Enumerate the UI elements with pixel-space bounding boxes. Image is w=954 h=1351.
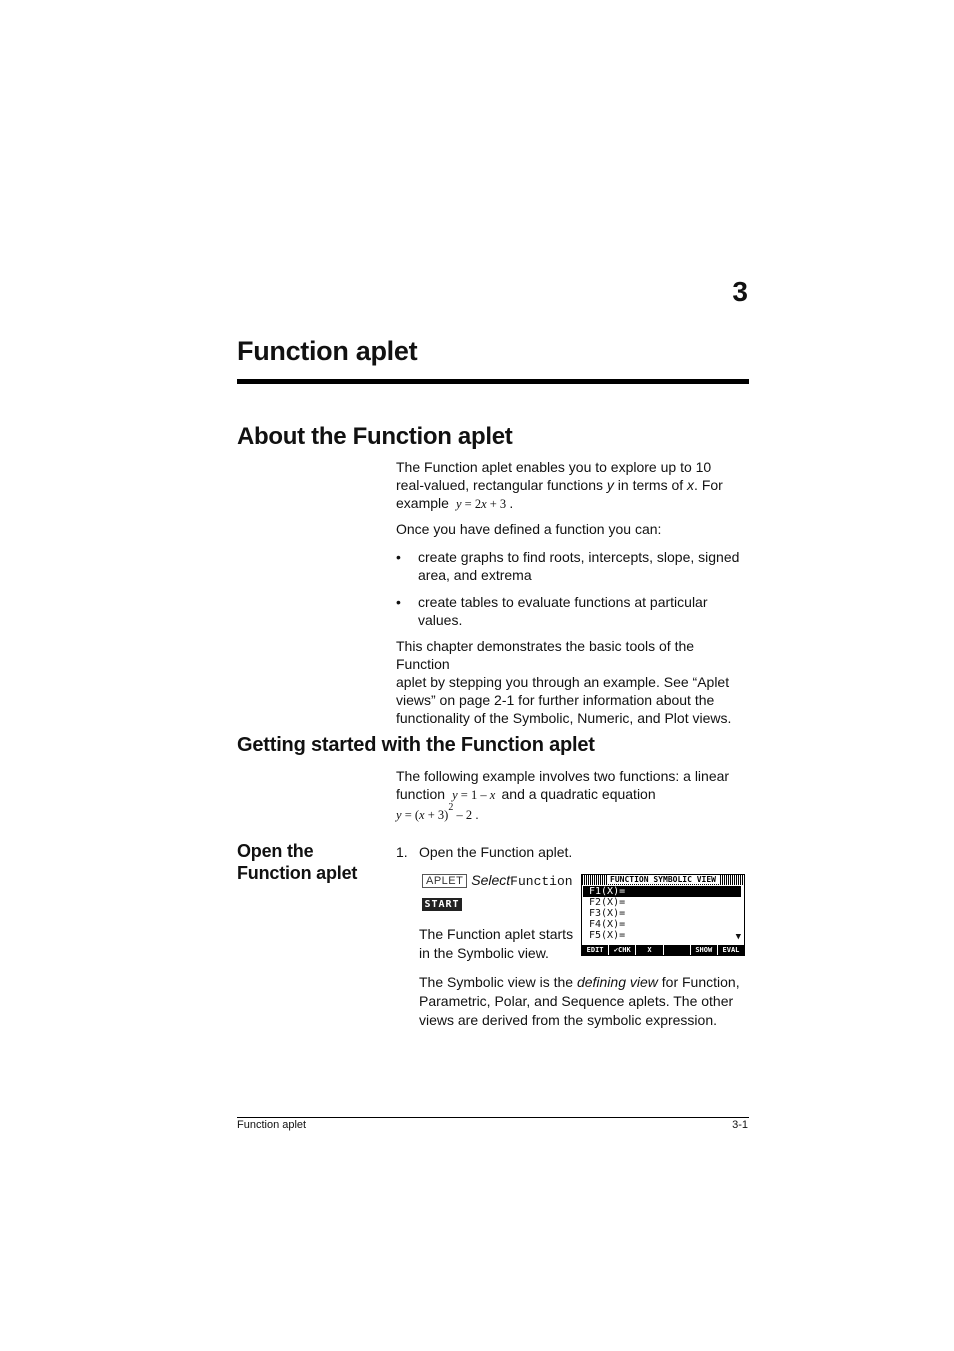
step-text: Open the Function aplet. [419,844,573,860]
eq-const: 1 [470,788,478,802]
section-heading-getting-started: Getting started with the Function aplet [237,734,595,756]
bullet-glyph: • [396,594,401,610]
calculator-screen [581,874,745,956]
paragraph-line: aplet by stepping you through an example. See “Aplet [396,674,730,690]
intro-text: . For [694,477,723,493]
eq-sign: = [460,788,468,802]
eq-lhs: y [396,808,402,822]
eq-sign: = [464,497,472,511]
eq-rest: + 3 [489,497,507,511]
eq-minus: – [480,788,487,802]
function-row-f2: F2(X)= [589,897,626,908]
screen-softkeys [582,945,744,955]
bullet-text [418,593,750,629]
var-y: y [606,477,614,493]
softkey-eval: EVAL [718,945,744,955]
aplet-key: APLET [422,874,467,888]
key-sequence [422,871,573,891]
intro-line-3: example y = 2x + 3 . [396,495,514,511]
quadratic-equation: $y = (x + 3)^2 - 2$ . [396,802,479,822]
bullet-line: create graphs to find roots, intercepts, slope, signed [418,549,740,565]
eq-var: x [419,808,425,822]
softkey-x: X [636,945,662,955]
paragraph-line [419,973,754,992]
step-number: 1. [396,844,408,860]
function-row-f3: F3(X)= [589,908,626,919]
eq-sign: = [404,808,412,822]
screen-title: FUNCTION SYMBOLIC VIEW [607,875,719,884]
paragraph-text: for Function, [657,974,740,990]
bullet-line: values. [418,612,463,628]
softkey-blank [664,945,690,955]
bullet-line: create tables to evaluate functions at particular [418,594,708,610]
function-word: Function [510,874,573,889]
subsection-heading-open: Open the Function aplet [237,841,358,883]
eq-paren: ( [414,808,420,822]
start-key: START [422,898,462,911]
about-intro [396,458,750,513]
linear-equation [449,788,502,802]
paragraph-line: The Function aplet starts [419,926,574,942]
function-row-f5: F5(X)= [589,930,626,941]
softkey-show: SHOW [691,945,717,955]
intro-line-2 [396,476,750,494]
eq-lhs: y [452,788,458,802]
scroll-down-icon: ▼ [735,932,741,942]
paragraph-text: function [396,786,446,802]
once-defined-text: Once you have defined a function you can: [396,521,662,537]
softkey-edit: EDIT [582,945,608,955]
intro-text: real-valued, rectangular functions [396,477,607,493]
paragraph-line: views are derived from the symbolic expression. [419,1012,718,1028]
paragraph-line: Parametric, Polar, and Sequence aplets. The other [419,993,734,1009]
var-x: x [687,477,695,493]
paragraph-line: in the Symbolic view. [419,945,549,961]
symbolic-view-paragraph [419,973,754,1030]
paragraph-line: This chapter demonstrates the basic tools of the Function [396,638,695,672]
bullet-text [418,548,750,584]
function-row-f4: F4(X)= [589,919,626,930]
eq-var: x [489,788,496,802]
paragraph-text: and a quadratic equation [501,786,656,802]
function-row-f1: F1(X)= [583,886,741,897]
getting-started-intro [396,767,750,826]
eq-lhs: y [455,497,462,511]
section-heading-about: About the Function aplet [237,423,513,450]
intro-line-1: The Function aplet enables you to explore up to 10 [396,459,712,475]
footer-rule [237,1117,749,1118]
select-word: Select [471,872,511,888]
softkey-check: ✔CHK [609,945,635,955]
paragraph-text: The Symbolic view is the [419,974,577,990]
bullet-item [396,548,750,584]
bullet-line: area, and extrema [418,567,532,583]
paragraph-line: functionality of the Symbolic, Numeric, and Plot views. [396,710,732,726]
chapter-overview-paragraph [396,637,750,727]
chapter-rule [237,379,749,384]
footer-chapter-name: Function aplet [237,1119,307,1131]
footer-page-number: 3-1 [732,1119,748,1131]
example-equation [453,497,510,511]
eq-rest: – 2 [456,808,473,822]
chapter-number: 3 [732,276,748,307]
screen-title-bar [582,875,744,885]
intro-text: in terms of [613,477,688,493]
eq-var: x [481,497,487,511]
intro-text: example [396,495,449,511]
symbolic-start-note [419,925,573,963]
eq-exponent: 2 [448,802,454,813]
paragraph-line: views” on page 2-1 for further information about the [396,692,715,708]
eq-paren: ) [444,808,449,822]
paragraph-line: The following example involves two functions: a linear [396,768,730,784]
defining-view-emphasis: defining view [576,974,658,990]
bullet-item [396,593,750,629]
bullet-glyph: • [396,549,401,565]
eq-plus: + 3 [427,808,445,822]
chapter-title: Function aplet [237,336,418,366]
eq-coef: 2 [474,497,482,511]
